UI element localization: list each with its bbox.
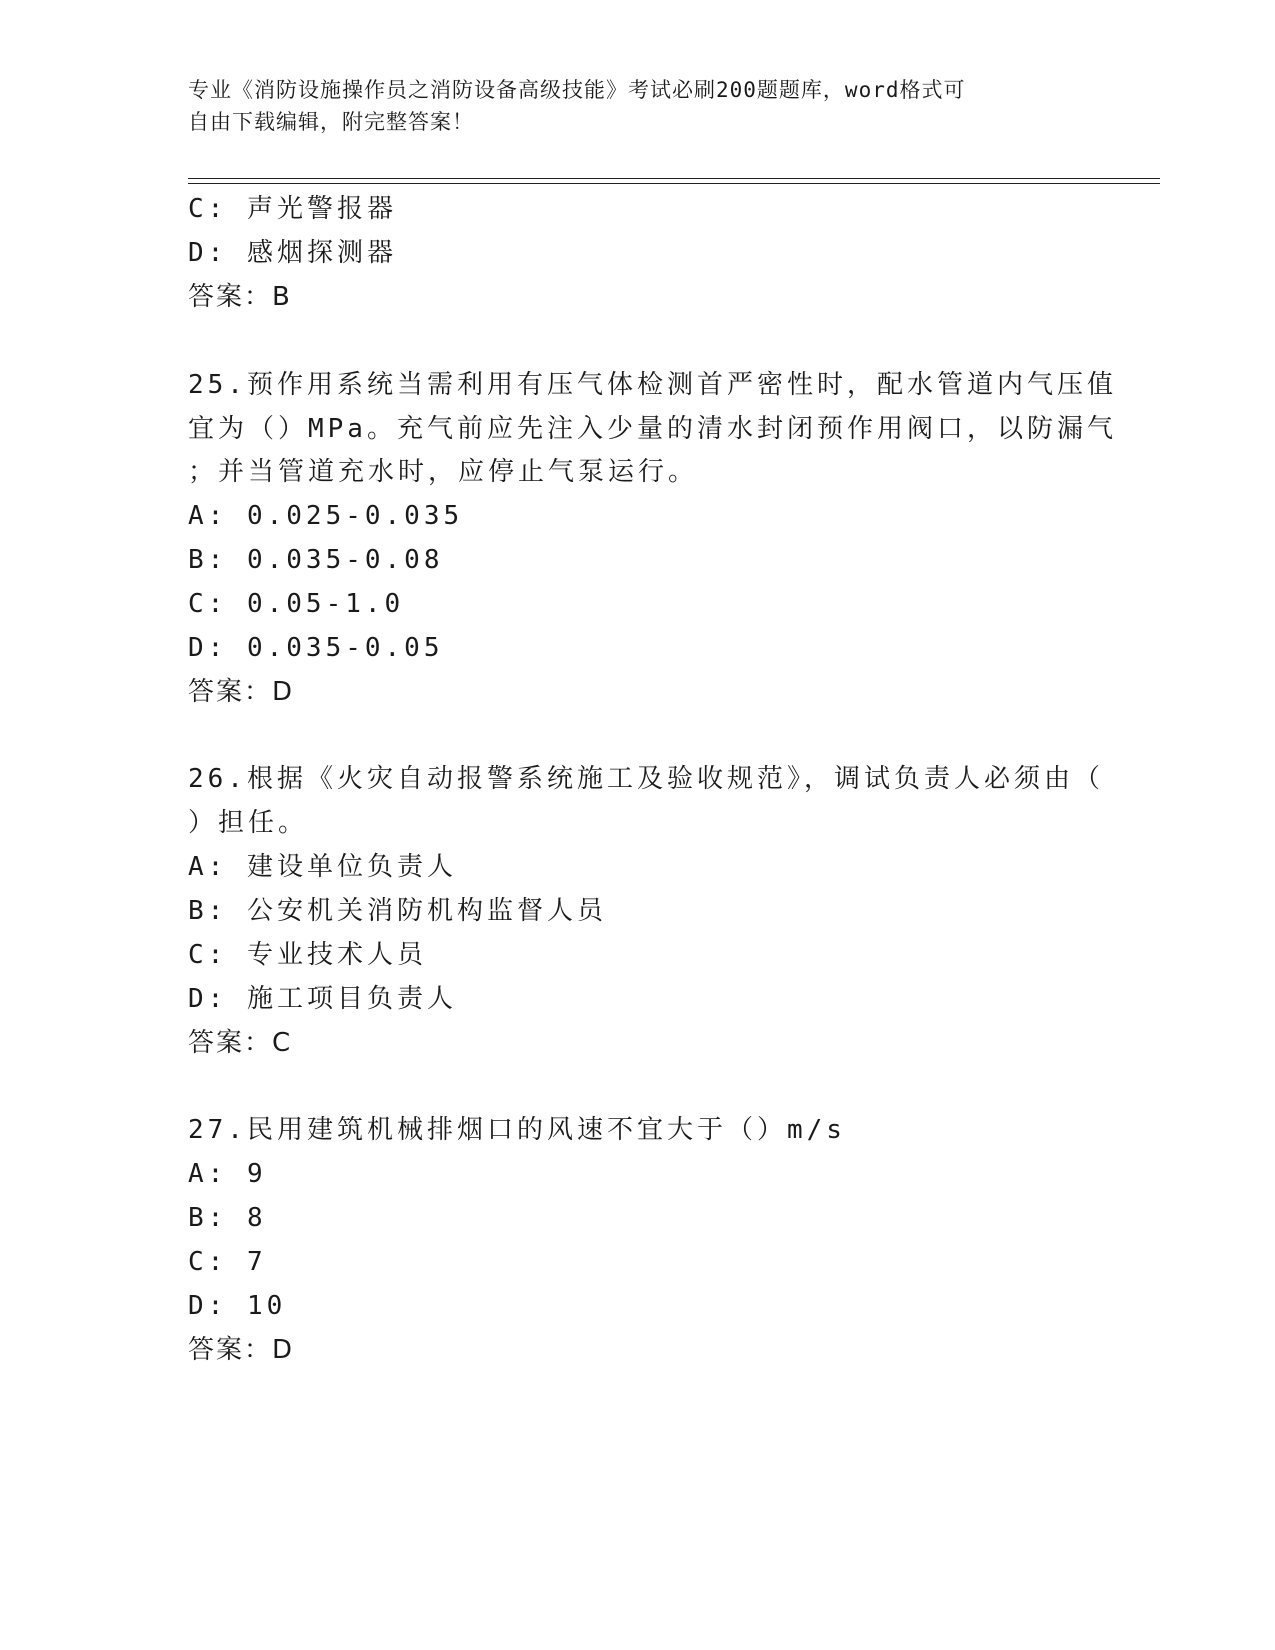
header-title-line-1: 专业《消防设施操作员之消防设备高级技能》考试必刷200题题库，word格式可 [188,78,966,102]
q26-stem-line-1: 26.根据《火灾自动报警系统施工及验收规范》，调试负责人必须由（ [188,764,1104,794]
header-divider [188,178,1160,184]
q25-stem-line-3: ；并当管道充水时，应停止气泵运行。 [188,457,699,487]
q26-answer: 答案：C [188,1028,293,1058]
q27-option-a: A: 9 [188,1159,267,1189]
q26-option-b: B: 公安机关消防机构监督人员 [188,896,607,926]
q27-option-d: D: 10 [188,1291,287,1321]
q25-stem-line-2: 宜为（）MPa。充气前应先注入少量的清水封闭预作用阀口，以防漏气 [188,414,1117,444]
prev-answer: 答案：B [188,282,292,312]
q25-option-a: A: 0.025-0.035 [188,501,464,531]
q27-option-c: C: 7 [188,1247,267,1277]
q26-option-a: A: 建设单位负责人 [188,852,457,882]
q27-answer: 答案：D [188,1335,295,1365]
q25-option-b: B: 0.035-0.08 [188,545,444,575]
q25-stem-line-1: 25.预作用系统当需利用有压气体检测首严密性时，配水管道内气压值 [188,370,1117,400]
prev-option-c: C: 声光警报器 [188,194,397,224]
q25-option-c: C: 0.05-1.0 [188,589,405,619]
q26-stem-line-2: ）担任。 [188,808,309,838]
q26-option-d: D: 施工项目负责人 [188,984,457,1014]
q27-stem-line-1: 27.民用建筑机械排烟口的风速不宜大于（）m/s [188,1115,846,1145]
prev-option-d: D: 感烟探测器 [188,238,397,268]
document-header [188,74,1068,138]
q27-option-b: B: 8 [188,1203,267,1233]
q25-option-d: D: 0.035-0.05 [188,633,444,663]
q25-answer: 答案：D [188,677,295,707]
header-title-line-2: 自由下载编辑，附完整答案！ [188,110,474,134]
q26-option-c: C: 专业技术人员 [188,940,427,970]
